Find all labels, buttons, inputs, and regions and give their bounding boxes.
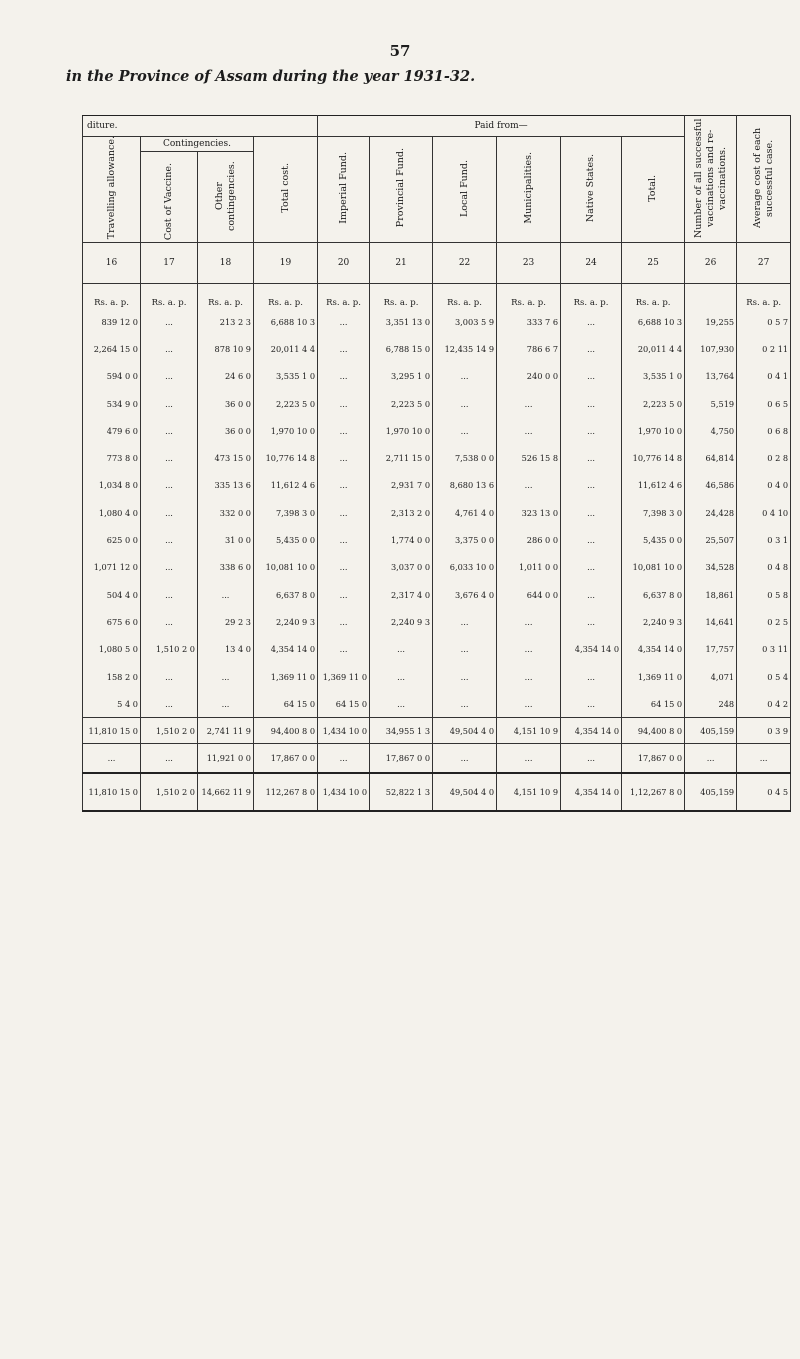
table-cell: ...: [318, 499, 370, 526]
average-cost-header: Average cost of each successful case.: [737, 116, 791, 243]
unit-label: Rs. a. p.: [497, 284, 561, 309]
table-cell: ...: [561, 526, 622, 553]
table-cell: 18,861: [685, 581, 737, 608]
table-cell: ...: [433, 608, 497, 635]
table-cell: 2,223 5 0: [370, 390, 433, 417]
table-cell: 625 0 0: [83, 526, 141, 553]
table-cell: 4,354 14 0: [561, 636, 622, 663]
table-cell: 1,080 5 0: [83, 636, 141, 663]
column-number: 23: [497, 243, 561, 284]
table-cell: 11,810 15 0: [83, 773, 141, 811]
table-cell: ...: [318, 636, 370, 663]
expenditure-header: diture.: [83, 116, 318, 137]
table-cell: ...: [318, 444, 370, 471]
table-cell: ...: [561, 663, 622, 690]
table-cell: 5 4 0: [83, 690, 141, 718]
table-cell: ...: [141, 472, 198, 499]
table-cell: 240 0 0: [497, 363, 561, 390]
unit-label: Rs. a. p.: [561, 284, 622, 309]
unit-label: Rs. a. p.: [254, 284, 318, 309]
table-row: [83, 526, 791, 553]
table-cell: ...: [561, 690, 622, 718]
table-cell: 338 6 0: [198, 554, 254, 581]
table-cell: 11,612 4 6: [622, 472, 685, 499]
table-cell: 332 0 0: [198, 499, 254, 526]
table-cell: 10,081 10 0: [254, 554, 318, 581]
table-cell: 1,970 10 0: [254, 417, 318, 444]
table-cell: 3,535 1 0: [622, 363, 685, 390]
table-cell: ...: [561, 744, 622, 774]
table-cell: 0 2 5: [737, 608, 791, 635]
table-cell: ...: [433, 744, 497, 774]
column-number: 20: [318, 243, 370, 284]
column-number: 26: [685, 243, 737, 284]
column-number: 17: [141, 243, 198, 284]
table-cell: 335 13 6: [198, 472, 254, 499]
table-cell: 13 4 0: [198, 636, 254, 663]
unit-label: Rs. a. p.: [622, 284, 685, 309]
table-row: [83, 499, 791, 526]
number-vaccinations-header: Number of all successful vaccinations and re-vaccinations.: [685, 116, 737, 243]
table-cell: ...: [318, 554, 370, 581]
table-cell: 0 4 1: [737, 363, 791, 390]
table-cell: ...: [497, 636, 561, 663]
cost-of-vaccine-header: Cost of Vaccine.: [141, 152, 198, 243]
table-cell: 0 5 4: [737, 663, 791, 690]
table-cell: 36 0 0: [198, 417, 254, 444]
table-cell: ...: [141, 581, 198, 608]
imperial-fund-header: Imperial Fund.: [318, 137, 370, 243]
table-cell: 405,159: [685, 773, 737, 811]
table-cell: ...: [318, 472, 370, 499]
table-cell: 1,970 10 0: [370, 417, 433, 444]
table-cell: 112,267 8 0: [254, 773, 318, 811]
table-cell: ...: [141, 390, 198, 417]
table-cell: ...: [497, 663, 561, 690]
table-cell: 4,354 14 0: [561, 773, 622, 811]
column-number: 27: [737, 243, 791, 284]
table-cell: 94,400 8 0: [622, 718, 685, 744]
table-cell: 17,867 0 0: [370, 744, 433, 774]
table-row: [83, 690, 791, 718]
table-cell: 14,662 11 9: [198, 773, 254, 811]
table-cell: 17,867 0 0: [622, 744, 685, 774]
table-cell: 1,034 8 0: [83, 472, 141, 499]
table-cell: 2,240 9 3: [370, 608, 433, 635]
table-cell: 20,011 4 4: [254, 335, 318, 362]
table-cell: 0 5 8: [737, 581, 791, 608]
table-cell: 7,538 0 0: [433, 444, 497, 471]
table-cell: 1,434 10 0: [318, 773, 370, 811]
table-cell: 10,776 14 8: [622, 444, 685, 471]
table-cell: 4,151 10 9: [497, 718, 561, 744]
table-cell: 107,930: [685, 335, 737, 362]
table-cell: 0 4 8: [737, 554, 791, 581]
unit-label: Rs. a. p.: [141, 284, 198, 309]
table-cell: 4,354 14 0: [622, 636, 685, 663]
table-cell: 1,12,267 8 0: [622, 773, 685, 811]
table-cell: 11,921 0 0: [198, 744, 254, 774]
table-cell: 3,351 13 0: [370, 308, 433, 335]
column-number: 25: [622, 243, 685, 284]
table-cell: 2,317 4 0: [370, 581, 433, 608]
travelling-allowance-header: Travelling allowance.: [83, 137, 141, 243]
table-cell: ...: [318, 744, 370, 774]
table-cell: 213 2 3: [198, 308, 254, 335]
table-cell: ...: [433, 390, 497, 417]
table-cell: ...: [141, 335, 198, 362]
table-cell: 6,788 15 0: [370, 335, 433, 362]
table-cell: 286 0 0: [497, 526, 561, 553]
table-cell: 1,434 10 0: [318, 718, 370, 744]
table-cell: 94,400 8 0: [254, 718, 318, 744]
table-cell: ...: [561, 390, 622, 417]
table-cell: ...: [318, 581, 370, 608]
table-row: [83, 636, 791, 663]
table-cell: ...: [497, 417, 561, 444]
table-cell: ...: [141, 308, 198, 335]
table-cell: ...: [737, 744, 791, 774]
contingencies-header: Contingencies.: [141, 137, 254, 152]
table-cell: 526 15 8: [497, 444, 561, 471]
table-cell: 158 2 0: [83, 663, 141, 690]
table-cell: 7,398 3 0: [254, 499, 318, 526]
table-cell: 52,822 1 3: [370, 773, 433, 811]
table-cell: 4,354 14 0: [254, 636, 318, 663]
unit-label: Rs. a. p.: [370, 284, 433, 309]
table-cell: 5,435 0 0: [254, 526, 318, 553]
table-cell: 31 0 0: [198, 526, 254, 553]
table-cell: 0 4 2: [737, 690, 791, 718]
unit-label: Rs. a. p.: [318, 284, 370, 309]
table-row: [83, 308, 791, 335]
table-cell: ...: [318, 526, 370, 553]
column-number: 21: [370, 243, 433, 284]
table-cell: 0 4 0: [737, 472, 791, 499]
ledger-table: [82, 115, 791, 812]
table-cell: 17,757: [685, 636, 737, 663]
table-cell: ...: [141, 690, 198, 718]
table-cell: ...: [141, 363, 198, 390]
table-cell: 644 0 0: [497, 581, 561, 608]
table-cell: 5,519: [685, 390, 737, 417]
table-cell: 333 7 6: [497, 308, 561, 335]
table-cell: 2,264 15 0: [83, 335, 141, 362]
table-cell: 64 15 0: [318, 690, 370, 718]
table-cell: 2,313 2 0: [370, 499, 433, 526]
table-cell: 504 4 0: [83, 581, 141, 608]
table-cell: ...: [318, 390, 370, 417]
table-cell: 4,354 14 0: [561, 718, 622, 744]
header-row-sub: [83, 137, 791, 152]
table-cell: 29 2 3: [198, 608, 254, 635]
table-cell: 64 15 0: [622, 690, 685, 718]
table-cell: 1,369 11 0: [318, 663, 370, 690]
unit-row: [83, 284, 791, 309]
table-row: [83, 472, 791, 499]
table-cell: 0 3 11: [737, 636, 791, 663]
table-cell: 248: [685, 690, 737, 718]
table-cell: ...: [561, 363, 622, 390]
total-row: [83, 718, 791, 744]
table-cell: ...: [685, 744, 737, 774]
table-cell: 2,223 5 0: [622, 390, 685, 417]
table-cell: ...: [198, 690, 254, 718]
table-cell: 13,764: [685, 363, 737, 390]
table-cell: ...: [141, 554, 198, 581]
table-cell: 0 3 1: [737, 526, 791, 553]
table-cell: ...: [141, 417, 198, 444]
table-cell: ...: [370, 663, 433, 690]
table-cell: 8,680 13 6: [433, 472, 497, 499]
data-rows: [83, 308, 791, 718]
table-cell: 3,003 5 9: [433, 308, 497, 335]
table-cell: ...: [433, 363, 497, 390]
table-cell: 1,970 10 0: [622, 417, 685, 444]
table-cell: 10,081 10 0: [622, 554, 685, 581]
table-cell: 46,586: [685, 472, 737, 499]
table-cell: 2,741 11 9: [198, 718, 254, 744]
table-row: [83, 363, 791, 390]
table-cell: ...: [561, 335, 622, 362]
table-cell: 6,033 10 0: [433, 554, 497, 581]
column-number: 22: [433, 243, 497, 284]
table-cell: 64,814: [685, 444, 737, 471]
table-cell: 5,435 0 0: [622, 526, 685, 553]
table-cell: ...: [497, 608, 561, 635]
table-cell: 473 15 0: [198, 444, 254, 471]
table-cell: 675 6 0: [83, 608, 141, 635]
unit-label: Rs. a. p.: [83, 284, 141, 309]
table-cell: ...: [497, 472, 561, 499]
table-cell: ...: [318, 417, 370, 444]
table-cell: 773 8 0: [83, 444, 141, 471]
table-cell: 0 6 5: [737, 390, 791, 417]
table-cell: 14,641: [685, 608, 737, 635]
table-cell: 11,810 15 0: [83, 718, 141, 744]
total-cost-header: Total cost.: [254, 137, 318, 243]
table-cell: 1,510 2 0: [141, 773, 198, 811]
table-cell: ...: [318, 335, 370, 362]
table-cell: ...: [318, 363, 370, 390]
table-cell: 0 4 10: [737, 499, 791, 526]
table-cell: 878 10 9: [198, 335, 254, 362]
table-cell: 49,504 4 0: [433, 718, 497, 744]
column-number: 18: [198, 243, 254, 284]
table-row: [83, 663, 791, 690]
unit-label: [685, 284, 737, 309]
column-number: 16: [83, 243, 141, 284]
table-cell: ...: [83, 744, 141, 774]
table-cell: 4,151 10 9: [497, 773, 561, 811]
table-cell: 1,071 12 0: [83, 554, 141, 581]
table-cell: 7,398 3 0: [622, 499, 685, 526]
paid-from-header: Paid from—: [318, 116, 685, 137]
table-cell: 10,776 14 8: [254, 444, 318, 471]
additional-row: [83, 744, 791, 774]
table-cell: 1,369 11 0: [622, 663, 685, 690]
table-cell: 1,510 2 0: [141, 718, 198, 744]
total-header: Total.: [622, 137, 685, 243]
table-cell: 4,761 4 0: [433, 499, 497, 526]
table-cell: 323 13 0: [497, 499, 561, 526]
table-cell: ...: [141, 499, 198, 526]
table-cell: ...: [141, 526, 198, 553]
table-cell: ...: [141, 608, 198, 635]
table-cell: ...: [141, 744, 198, 774]
table-cell: 3,375 0 0: [433, 526, 497, 553]
table-cell: ...: [433, 417, 497, 444]
table-cell: 0 2 11: [737, 335, 791, 362]
table-cell: 0 5 7: [737, 308, 791, 335]
table-cell: 20,011 4 4: [622, 335, 685, 362]
table-row: [83, 554, 791, 581]
table-cell: 11,612 4 6: [254, 472, 318, 499]
table-cell: 49,504 4 0: [433, 773, 497, 811]
table-cell: 3,295 1 0: [370, 363, 433, 390]
table-cell: 405,159: [685, 718, 737, 744]
municipalities-header: Municipalities.: [497, 137, 561, 243]
table-row: [83, 444, 791, 471]
table-cell: 786 6 7: [497, 335, 561, 362]
table-cell: ...: [318, 608, 370, 635]
column-number: 24: [561, 243, 622, 284]
unit-label: Rs. a. p.: [433, 284, 497, 309]
table-cell: 3,676 4 0: [433, 581, 497, 608]
table-cell: ...: [561, 472, 622, 499]
table-cell: 12,435 14 9: [433, 335, 497, 362]
table-cell: ...: [141, 663, 198, 690]
table-cell: ...: [561, 608, 622, 635]
header-row-top: [83, 116, 791, 137]
table-cell: 0 2 8: [737, 444, 791, 471]
ledger-table-wrapper: [82, 115, 790, 812]
other-contingencies-header: Other contingencies.: [198, 152, 254, 243]
table-cell: 64 15 0: [254, 690, 318, 718]
grand-total-row: [83, 773, 791, 811]
table-cell: 839 12 0: [83, 308, 141, 335]
table-cell: ...: [561, 499, 622, 526]
table-cell: ...: [198, 663, 254, 690]
table-cell: 2,931 7 0: [370, 472, 433, 499]
table-row: [83, 608, 791, 635]
table-row: [83, 335, 791, 362]
table-cell: 1,369 11 0: [254, 663, 318, 690]
table-cell: 1,774 0 0: [370, 526, 433, 553]
table-cell: 534 9 0: [83, 390, 141, 417]
table-cell: 1,510 2 0: [141, 636, 198, 663]
table-cell: 4,750: [685, 417, 737, 444]
table-cell: 24,428: [685, 499, 737, 526]
table-cell: 3,037 0 0: [370, 554, 433, 581]
table-cell: 3,535 1 0: [254, 363, 318, 390]
table-cell: 2,240 9 3: [254, 608, 318, 635]
table-cell: 6,688 10 3: [254, 308, 318, 335]
table-cell: ...: [561, 554, 622, 581]
table-cell: 25,507: [685, 526, 737, 553]
column-number: 19: [254, 243, 318, 284]
provincial-fund-header: Provincial Fund.: [370, 137, 433, 243]
table-cell: 6,637 8 0: [622, 581, 685, 608]
table-cell: 36 0 0: [198, 390, 254, 417]
table-cell: 594 0 0: [83, 363, 141, 390]
table-row: [83, 581, 791, 608]
table-cell: 479 6 0: [83, 417, 141, 444]
table-cell: ...: [433, 636, 497, 663]
local-fund-header: Local Fund.: [433, 137, 497, 243]
table-cell: ...: [497, 690, 561, 718]
table-cell: 2,711 15 0: [370, 444, 433, 471]
page-title: in the Province of Assam during the year 1931-32.: [66, 68, 476, 85]
table-cell: ...: [198, 581, 254, 608]
table-cell: 4,071: [685, 663, 737, 690]
table-cell: 6,688 10 3: [622, 308, 685, 335]
table-cell: ...: [433, 690, 497, 718]
table-cell: ...: [141, 444, 198, 471]
table-cell: 1,011 0 0: [497, 554, 561, 581]
table-cell: 0 3 9: [737, 718, 791, 744]
table-cell: ...: [561, 581, 622, 608]
table-cell: 0 4 5: [737, 773, 791, 811]
table-cell: 1,080 4 0: [83, 499, 141, 526]
table-cell: 17,867 0 0: [254, 744, 318, 774]
table-cell: 6,637 8 0: [254, 581, 318, 608]
table-cell: ...: [370, 636, 433, 663]
table-cell: 34,528: [685, 554, 737, 581]
unit-label: Rs. a. p.: [737, 284, 791, 309]
page-number: 57: [389, 42, 411, 60]
table-cell: 2,240 9 3: [622, 608, 685, 635]
table-cell: 24 6 0: [198, 363, 254, 390]
table-cell: ...: [370, 690, 433, 718]
table-cell: ...: [433, 663, 497, 690]
column-number-row: [83, 243, 791, 284]
table-cell: ...: [561, 444, 622, 471]
table-cell: 0 6 8: [737, 417, 791, 444]
table-cell: ...: [561, 308, 622, 335]
table-cell: ...: [561, 417, 622, 444]
table-cell: ...: [318, 308, 370, 335]
native-states-header: Native States.: [561, 137, 622, 243]
table-cell: 2,223 5 0: [254, 390, 318, 417]
table-row: [83, 417, 791, 444]
table-cell: 19,255: [685, 308, 737, 335]
table-row: [83, 390, 791, 417]
table-cell: ...: [497, 744, 561, 774]
table-cell: ...: [497, 390, 561, 417]
unit-label: Rs. a. p.: [198, 284, 254, 309]
table-cell: 34,955 1 3: [370, 718, 433, 744]
